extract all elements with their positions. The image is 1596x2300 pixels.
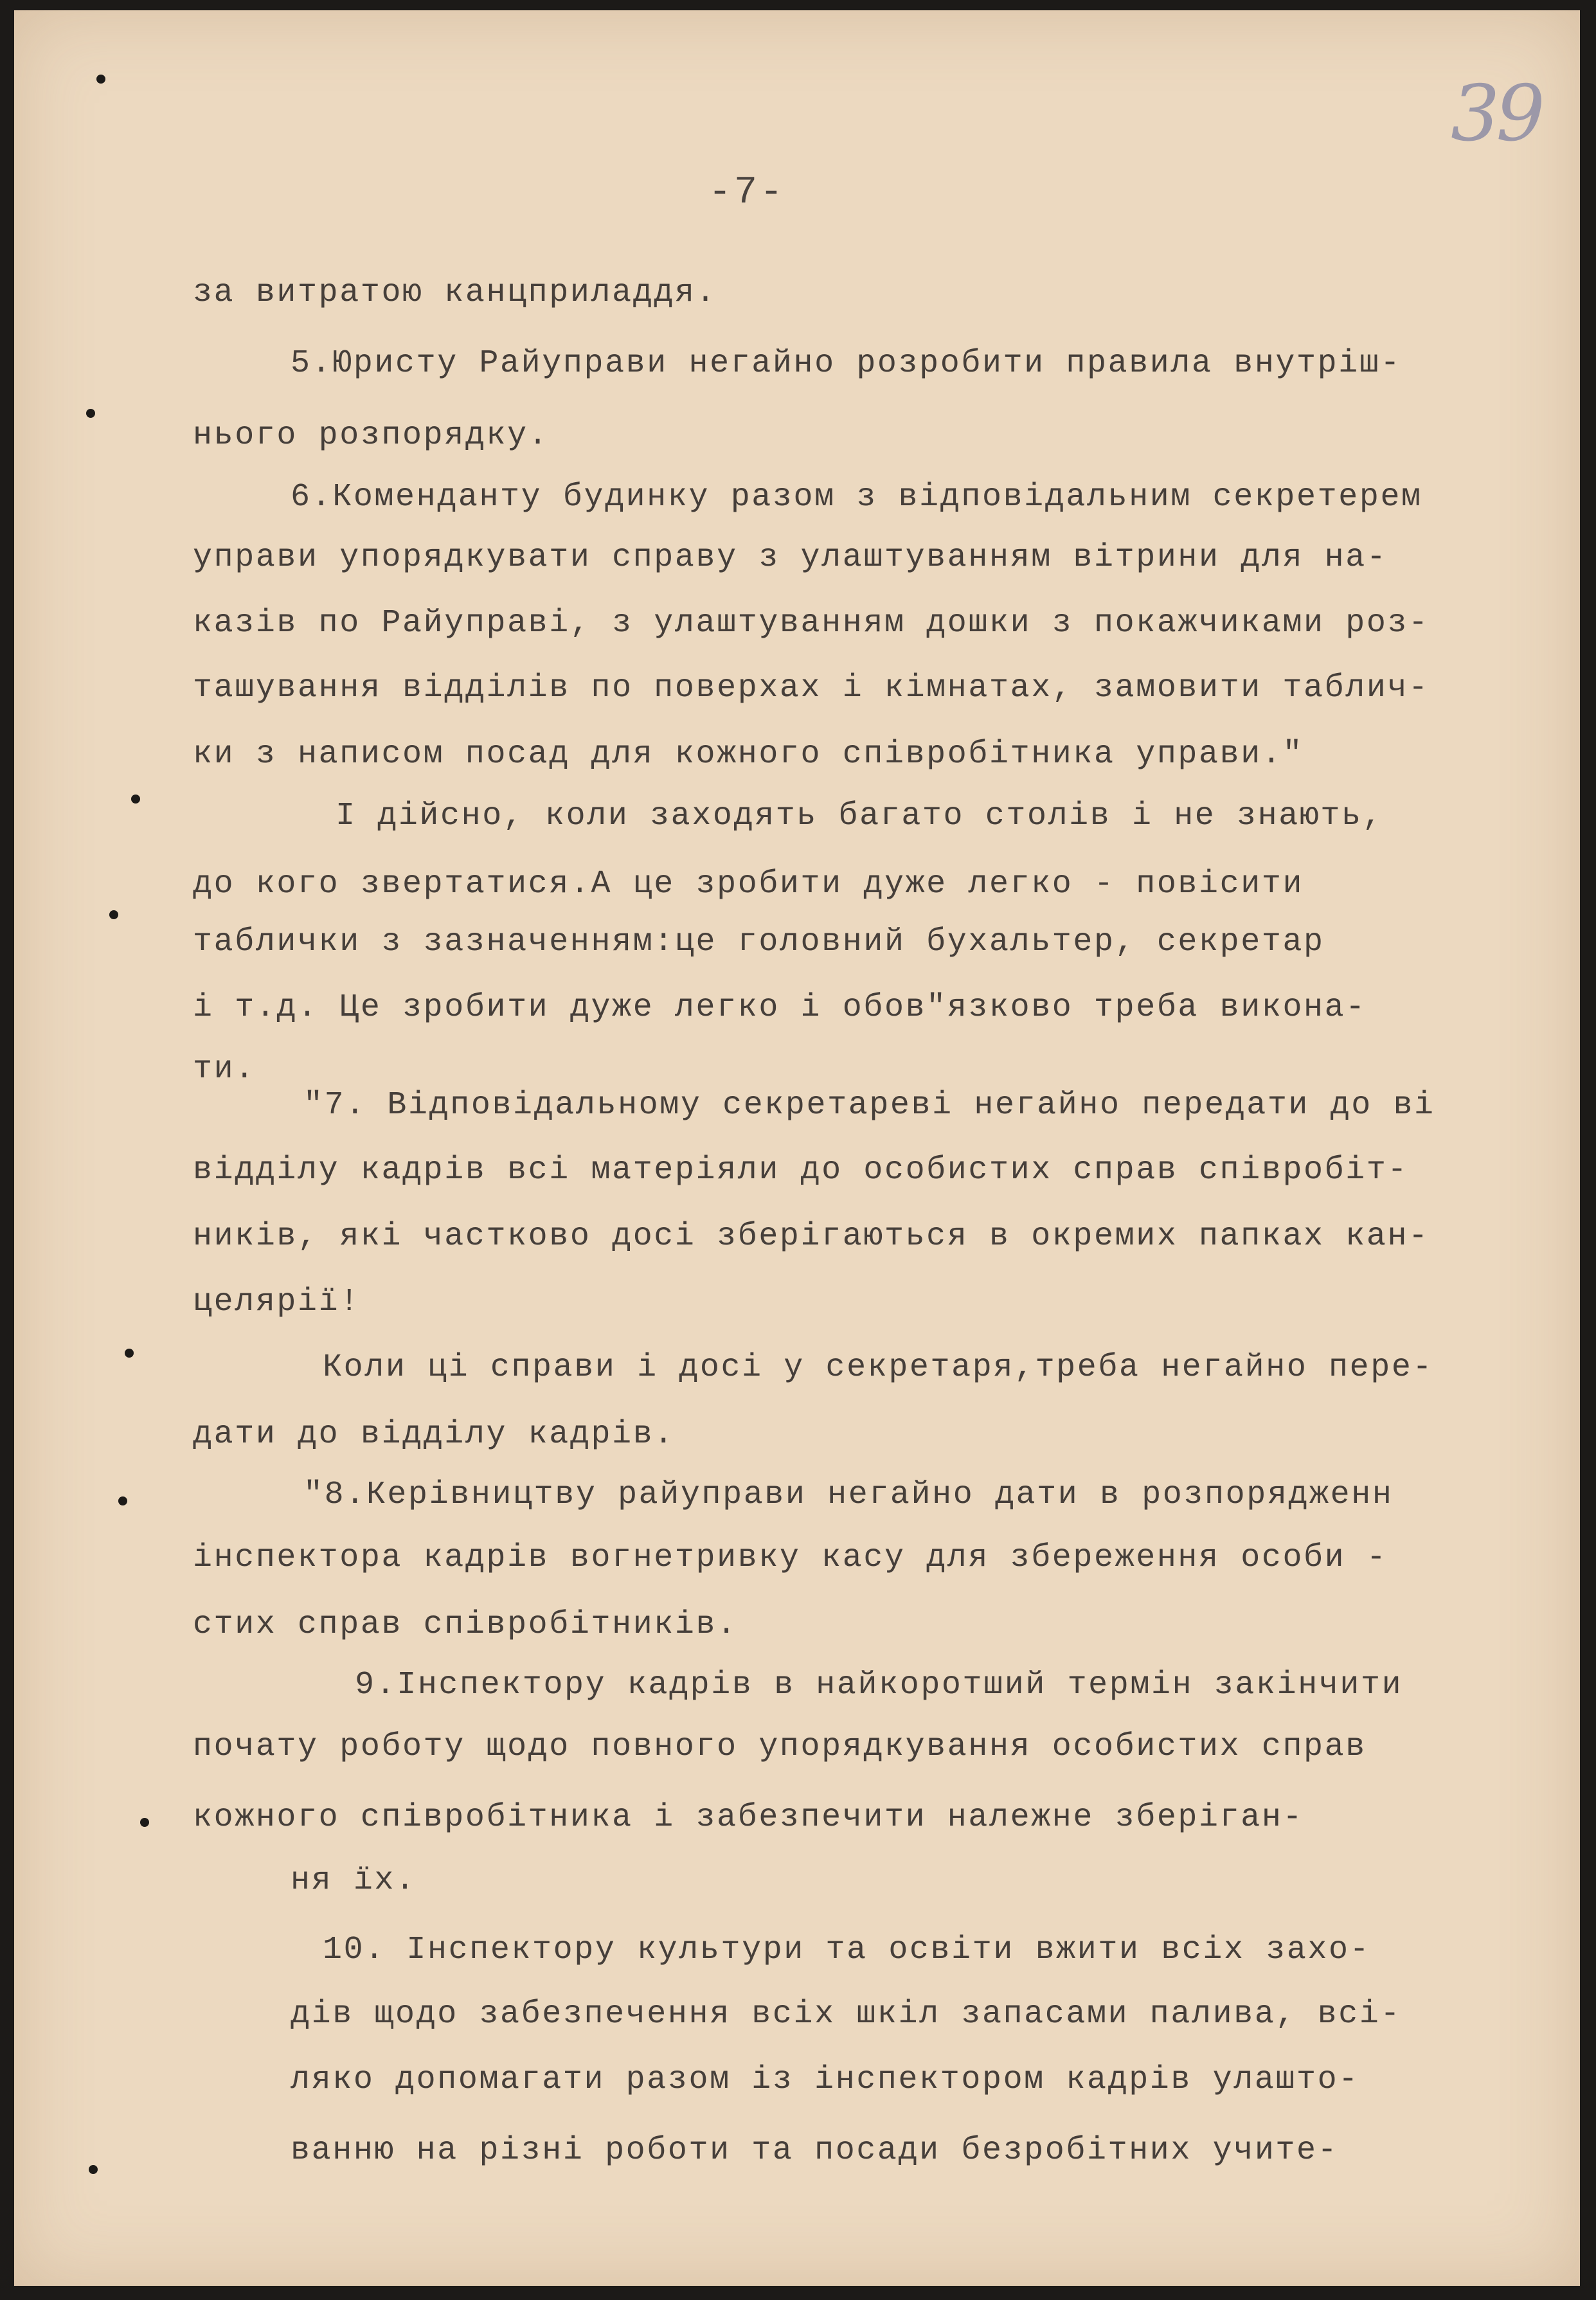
body-text (14, 10, 1580, 2286)
binding-hole (140, 1818, 149, 1827)
text-line: управи упорядкувати справу з улаштуванням вітрини для на- (193, 539, 1388, 576)
text-line: відділу кадрів всі матеріяли до особистих справ співробіт- (193, 1152, 1409, 1189)
text-line: ників, які частково досі зберігаються в окремих папках кан- (193, 1218, 1430, 1255)
text-line: 9.Інспектору кадрів в найкоротший термін закінчити (355, 1667, 1403, 1703)
text-line: інспектора кадрів вогнетривку касу для збереження особи - (193, 1540, 1388, 1576)
text-line: почату роботу щодо повного упорядкування особистих справ (193, 1729, 1367, 1765)
text-line: таблички з зазначенням:це головний бухальтер, секретар (193, 924, 1325, 960)
text-line: ляко допомагати разом із інспектором кадрів улашто- (291, 2062, 1359, 2098)
text-line: ташування відділів по поверхах і кімнатах, замовити таблич- (193, 670, 1430, 706)
text-line: кожного співробітника і забезпечити належне зберіган- (193, 1799, 1304, 1836)
document-page (14, 10, 1580, 2286)
binding-hole (89, 2165, 98, 2174)
text-line: 5.Юристу Райуправи негайно розробити правила внутріш- (291, 345, 1402, 382)
text-line: 6.Комендантy будинку разом з відповідальним секретерем (291, 479, 1422, 516)
archive-page-number: 39 (1451, 69, 1541, 159)
text-line: казів по Райуправі, з улаштуванням дошки з покажчиками роз- (193, 605, 1430, 642)
binding-hole (96, 75, 105, 84)
text-line: за витратою канцприладдя. (193, 274, 717, 311)
binding-hole (118, 1496, 127, 1505)
text-line: дів щодо забезпечення всіх шкіл запасами палива, всі- (291, 1996, 1402, 2033)
text-line: целярії! (193, 1284, 361, 1320)
text-line: дати до відділу кадрів. (193, 1416, 675, 1453)
binding-hole (125, 1349, 134, 1358)
binding-hole (109, 910, 118, 919)
text-line: 10. Інспектору культури та освіти вжити всіх захо- (323, 1932, 1371, 1968)
binding-hole (86, 409, 95, 418)
text-line: "8.Керівництву райуправи негайно дати в розпорядженн (303, 1477, 1394, 1513)
text-line: ня їх. (291, 1862, 417, 1899)
text-line: і т.д. Це зробити дуже легко і обов"язково треба викона- (193, 989, 1367, 1026)
text-line: до кого звертатися.А це зробити дуже легко - повісити (193, 866, 1304, 903)
text-line: стих справ співробітників. (193, 1606, 738, 1643)
text-line: ти. (193, 1051, 256, 1088)
text-line: ванню на різні роботи та посади безробітних учите- (291, 2132, 1339, 2169)
binding-hole (131, 795, 140, 804)
text-line: Коли ці справи і досі у секретаря,треба негайно пере- (323, 1349, 1434, 1386)
page-number: -7- (708, 171, 786, 215)
text-line: "7. Відповідальному секретареві негайно передати до ві (303, 1087, 1435, 1124)
text-line: ки з написом посад для кожного співробітника управи." (193, 736, 1304, 773)
text-line: І дійсно, коли заходять багато столів і не знають, (336, 798, 1384, 834)
text-line: нього розпорядку. (193, 417, 550, 454)
